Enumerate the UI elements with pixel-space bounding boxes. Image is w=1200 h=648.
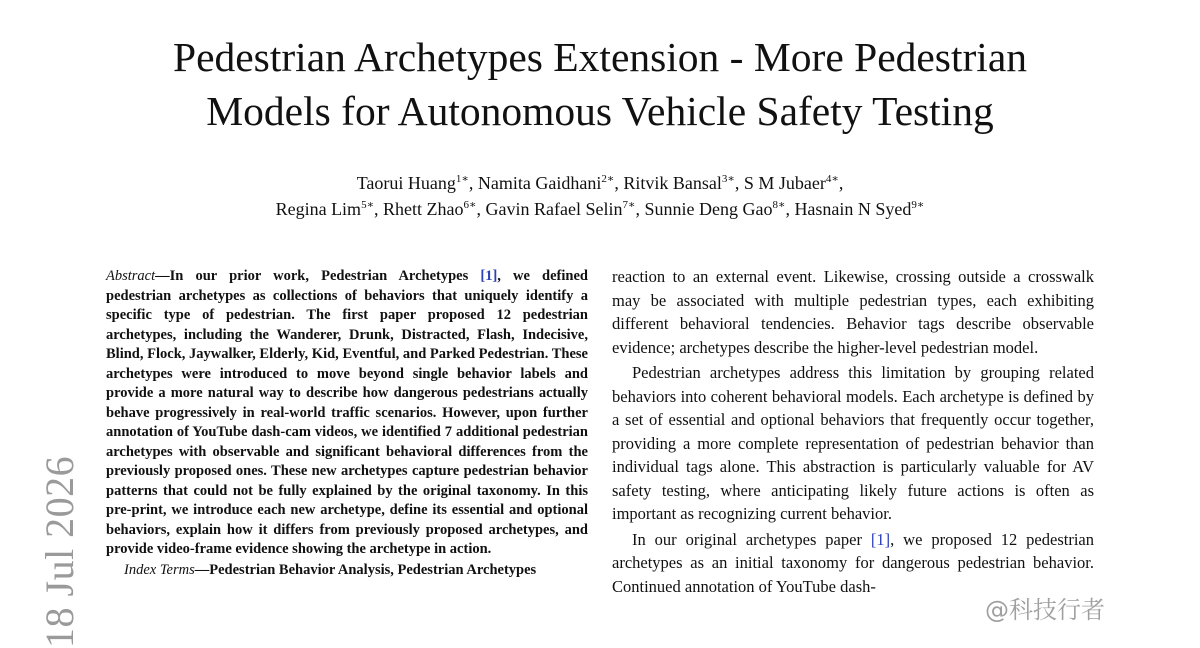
- citation-link[interactable]: [1]: [480, 268, 498, 284]
- body-column-right: [612, 265, 1094, 598]
- author-list: [100, 170, 1100, 222]
- body-paragraph-3: In our original archetypes paper [1], we proposed 12 pedestrian archetypes as an initial taxonomy for dangerous pedestrian behavior. Continued annotation of YouTube dash-: [612, 529, 1094, 596]
- author-affiliation-mark: 1∗: [455, 173, 469, 185]
- author-affiliation-mark: 8∗: [772, 199, 786, 211]
- body-paragraph-2: Pedestrian archetypes address this limitation by grouping related behaviors into coherent behavioral models. Each archetype is defined by a set of essential and optional behaviors that frequently occur together, providing a more complete representation of pedestrian behavior than individual tags alone. This abstraction is particularly valuable for AV safety testing, where anticipating likely future actions is often as important as recognizing current behavior.: [612, 363, 1094, 523]
- authors-line-1: Taorui Huang$^{1∗}$, Namita Gaidhani$^{2∗}$, Ritvik Bansal$^{3∗}$, S M Jubaer$^{4∗}$,: [356, 173, 844, 193]
- title-line-2: Models for Autonomous Vehicle Safety Testing: [206, 88, 994, 134]
- index-terms: Index Terms—Pedestrian Behavior Analysis, Pedestrian Archetypes: [124, 561, 537, 578]
- author-affiliation-mark: 2∗: [601, 173, 615, 185]
- author-name: Namita Gaidhani: [477, 173, 602, 193]
- author-name: Taorui Huang: [356, 173, 456, 193]
- watermark: @科技行者: [985, 596, 1105, 624]
- author-name: Gavin Rafael Selin: [485, 199, 623, 219]
- arxiv-side-date: 18 Jul 2026: [37, 455, 82, 648]
- citation-link[interactable]: [1]: [870, 529, 891, 549]
- author-affiliation-mark: 7∗: [622, 199, 636, 211]
- author-affiliation-mark: 9∗: [911, 199, 925, 211]
- paper-title: [60, 30, 1140, 138]
- author-name: S M Jubaer: [743, 173, 826, 193]
- author-name: Regina Lim: [275, 199, 362, 219]
- author-name: Hasnain N Syed: [794, 199, 912, 219]
- index-terms-label: Index Terms: [124, 561, 195, 578]
- abstract-paragraph: Abstract—In our prior work, Pedestrian Archetypes [1], we defined pedestrian archetypes as collections of behaviors that uniquely identify a specific type of pedestrian. The first paper proposed 12 pedestrian archetypes, including the Wanderer, Drunk, Distracted, Flash, Indecisive, Blind, Flock, Jaywalker, Elderly, Kid, Eventful, and Parked Pedestrian. These archetypes were introduced to move beyond single behavior labels and provide a more natural way to describe how dangerous pedestrians actually behave progressively in real-world traffic scenarios. However, upon further annotation of YouTube dash-cam videos, we identified 7 additional pedestrian archetypes with observable and significant behavioral differences from the previously proposed ones. These new archetypes capture pedestrian behavior patterns that could not be fully explained by the original taxonomy. In this pre-print, we introduce each new archetype, define its essential and optional behaviors, explain how it differs from previously proposed archetypes, and provide video-frame evidence showing the archetype in action.: [106, 268, 588, 557]
- abstract-column: [106, 267, 588, 580]
- author-affiliation-mark: 5∗: [361, 199, 375, 211]
- author-name: Ritvik Bansal: [623, 173, 722, 193]
- author-affiliation-mark: 6∗: [463, 199, 477, 211]
- authors-line-2: Regina Lim$^{5∗}$, Rhett Zhao$^{6∗}$, Gavin Rafael Selin$^{7∗}$, Sunnie Deng Gao$^{8∗}$, Hasnain N Syed$^{9∗}$: [275, 199, 925, 219]
- author-name: Sunnie Deng Gao: [644, 199, 773, 219]
- author-affiliation-mark: 4∗: [825, 173, 839, 185]
- title-line-1: Pedestrian Archetypes Extension - More Pedestrian: [173, 34, 1027, 80]
- body-paragraph-1: reaction to an external event. Likewise, crossing outside a crosswalk may be associated with multiple pedestrian types, each exhibiting different behavioral tendencies. Behavior tags describe observable evidence; archetypes describe the higher-level pedestrian model.: [612, 267, 1094, 357]
- author-name: Rhett Zhao: [383, 199, 464, 219]
- abstract-label: Abstract: [106, 268, 156, 284]
- author-affiliation-mark: 3∗: [721, 173, 735, 185]
